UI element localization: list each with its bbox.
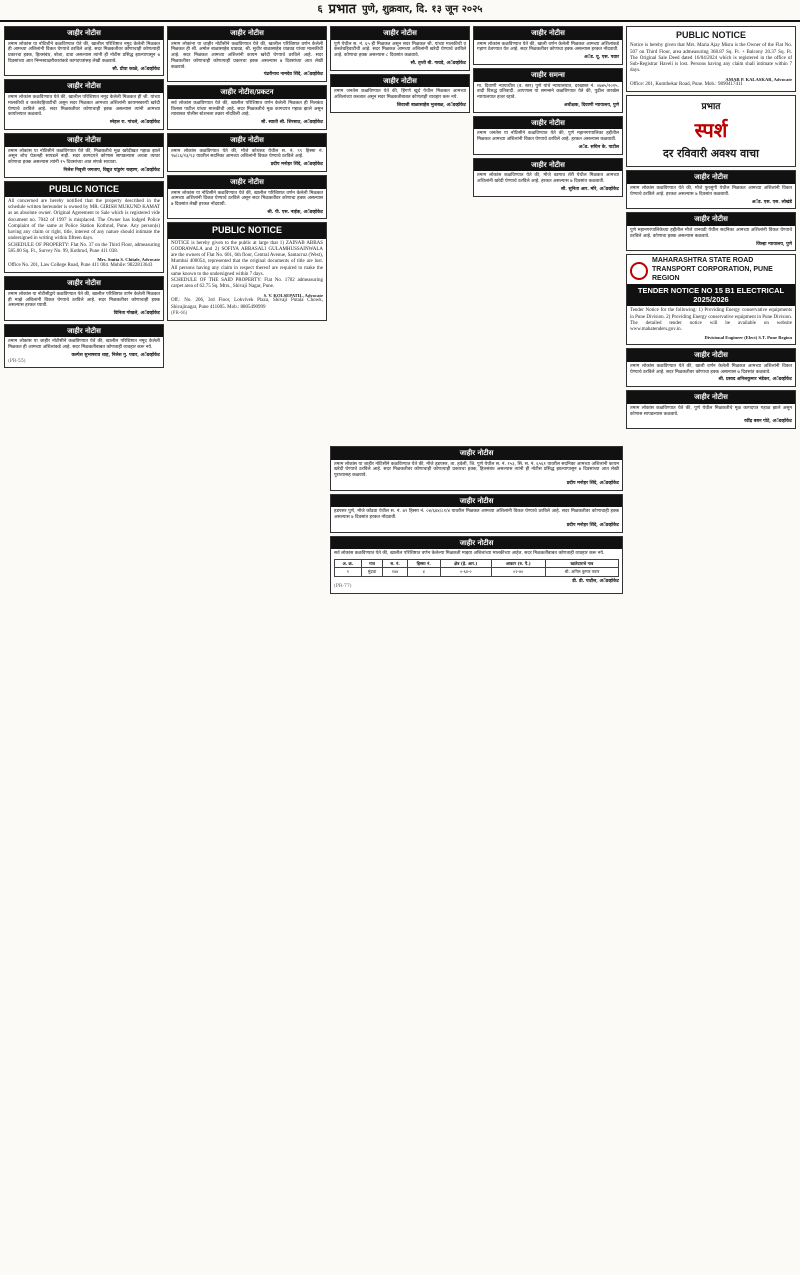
column-1 <box>4 26 164 1271</box>
table-header: आकार (रु. पै.) <box>491 560 545 568</box>
notice-title: जाहीर नोटीस <box>168 27 326 40</box>
notice <box>4 26 164 76</box>
sparsh-promo <box>626 95 796 167</box>
notice-body: तमाम लोकांस या नोटिसीने कळविण्यात येते की, मिळकतीचे मूळ खरेदीखत गहाळ झाले असून शोध घेऊनही सापडले नाही. सदर कागदपत्रे कोणास सापडल्यास अथवा त्यावर कोणाचा हक्क असल्यास त्यांनी १५ दिवसांच्या आत संपर्क साधावा. <box>8 148 160 166</box>
notice-signature: Mrs. Smita S. Chitale, Advocate <box>97 257 160 263</box>
notice-title: जाहीर नोटीस <box>5 325 163 338</box>
notice-signature: सौ. तृप्ती बी. गावडे, अॅडव्होकेट <box>410 60 466 66</box>
notice-signature: अॅड. सचिन के. पाटील <box>578 144 619 150</box>
notice <box>626 170 796 209</box>
notice-signature: S. V. KOLSEPATIL, Advocate <box>263 292 323 298</box>
notice <box>167 175 327 220</box>
msrtc-header <box>630 257 792 283</box>
notice-signature: प्रदीप मनोहर शिंदे, अॅडव्होकेट <box>566 522 619 528</box>
notice-body: पुणे येथील स. नं. ६५ ही मिळकत असून सदर मिळकत श्री. यांच्या मालकीची व कब्जेवहिवाटीची आहे. सदर मिळकत आमच्या अशिलांनी खरेदी घेण्याचे ठरविले आहे. कोणाचा हक्क असल्यास ८ दिवसांत कळवावे. <box>334 41 466 59</box>
notice-address: Office: 201, Kumthekar Road, Pune. Mob.: 9890417411 <box>630 82 743 88</box>
promo-title: स्पर्श <box>694 117 728 142</box>
notice-title: PUBLIC NOTICE <box>5 182 163 197</box>
organization-name: MAHARASHTRA STATE ROAD TRANSPORT CORPORATION, PUNE REGION <box>652 257 773 282</box>
notice-body: तमाम लोकांस कळविण्यात येते की, मौजे फुरसुंगी येथील मिळकत आमच्या अशिलांनी विकत घेण्याचे ठरविले आहे. हरकत असल्यास ७ दिवसांत कळवावी. <box>630 186 792 197</box>
public-notice <box>626 26 796 92</box>
notice-signature: निलेश निवृत्ती जगताप, विद्युत पांडुरंग चव्हाण, अॅडव्होकेट <box>63 167 160 173</box>
notice-body: तमाम लोकांस कळविण्यात येते की, पुणे येथील मिळकतीचे मूळ कागदपत्र गहाळ झाले असून कोणास सापडल्यास कळवावे. <box>630 405 792 417</box>
notice <box>167 85 327 130</box>
notice-body: तमाम लोकांस या नोटीसीद्वारे कळविण्यात येते की, खालील परिशिष्टात वर्णन केलेली मिळकत ही माझे अशिलांनी विकत घेण्याचे ठरविले आहे. सदर मिळकतीवर कोणाचाही हक्क असल्यास हरकत घ्यावी. <box>8 291 160 309</box>
notice <box>4 133 164 178</box>
table-header: स. नं. <box>383 560 407 568</box>
notice-body: तमाम लोकांस कळविण्यात येते की, मौजे कोथरुड येथील स. नं. ९९ हिस्सा नं. ९७/८६/२३/९३ यावरील सदनिका आमच्या अशिलांनी विकत घेण्याचे ठरविले आहे. <box>171 148 323 160</box>
notice-title: PUBLIC NOTICE <box>168 223 326 238</box>
newspaper-brand: प्रभात <box>328 1 356 17</box>
notice <box>330 74 470 113</box>
notice-body: तमाम लोकांस कळविण्यात येते की, खाली वर्णन केलेली मिळकत आमच्या अशिलांनी विकत घेण्याचे ठरविले आहे. सदर मिळकतीवर कोणाचा हक्क असल्यास ७ दिवसांत कळवावे. <box>630 363 792 375</box>
notice-title: जाहीर नोटीस/प्रकटन <box>168 86 326 99</box>
notice <box>330 446 623 491</box>
notice-signature: पंढरीनाथ नामदेव शिंदे, अॅडव्होकेट <box>263 72 323 78</box>
tender-body: Tender Notice for the following: 1) Providing Energy conservative equipments in Pune Division. 2) Providing Energy conservative equipment in Pune Division. The detailed tender notice will be available on website www.mahatenders.gov.in. <box>630 308 792 333</box>
table-header-row <box>335 560 619 568</box>
notice-signature: सौ. सुनिता आर. मोरे, अॅडव्होकेट <box>560 186 619 192</box>
notice-title: जाहीर नोटीस <box>627 349 795 362</box>
notice-title: जाहीर नोटीस <box>331 537 622 550</box>
promo-tagline: दर रविवारी अवश्य वाचा <box>663 146 759 160</box>
notice-body: तमाम लोकांस या नोटिसीने कळविण्यात येते की, खालील परिशिष्टात वर्णन केलेली मिळकत आमच्या अशिलांनी विकत घेण्याचे ठरविले असून सदर मिळकतीवर कोणाचा हक्क असल्यास ७ दिवसांत लेखी हरकत नोंदवावी. <box>171 190 323 208</box>
notice-body: NOTICE is hereby given to the public at large that 1) ZAINAB ABBAS GODRAWALA and 2) SOFIYA ABBASALI GULAMHUSSAINWALA are the owners of Flat No. 601, 6th floor, Central Avenue, Santacruz (West), Mumbai 400054, represented that the original documents of title are lost. All persons having any claim in respect thereof are required to make the same known to the undersigned within 7 days. <box>171 240 323 277</box>
notice-signature: AMAR P. KALASKAR, Advocate <box>725 76 792 82</box>
notice-title: जाहीर नोटीस <box>5 27 163 40</box>
notice-body: All concerned are hereby notified that the property described in the schedule written hereunder is owned by MR. GIRISH MUKUND KAMAT as an absolute owner. Original Agreement to Sale which is registered vide document no. 7042 of 1997 is misplaced. The Owner has lodged Police Complaint of the same at Police Station Kothrud, Pune. Any person(s) having any claim or right, title, interest of any nature should intimate the undersigned in writing within fifteen days. <box>8 198 160 242</box>
notice-signature: श्री. प्रसाद अनिलकुमार भंडेकर, अॅडव्होकेट <box>718 377 792 383</box>
notice-signature: जिल्हा न्यायालय, पुणे <box>756 241 792 247</box>
notice-body: तमाम लोकांस या जाहीर नोटीसीने कळविण्यात येते की, खालील परिशिष्टात नमूद केलेली मिळकत ही आमच्या अशिलांकडे आहे. सदर मिळकतीबाबत कोणताही व्यवहार करू नये. <box>8 339 160 351</box>
notice-body: तमाम लोकांस कळविण्यात येते की, खाली वर्णन केलेली मिळकत आमच्या अशिलांकडे गहाण ठेवण्यात येत आहे. सदर मिळकतीवर कोणाचा हक्क असल्यास हरकत नोंदवावी. <box>477 41 619 53</box>
notice-signature: अॅड. यू. एस. पवार <box>584 55 619 61</box>
summons <box>473 68 623 113</box>
dateline: पुणे, शुक्रवार, दि. १३ जून २०२५ <box>362 3 483 15</box>
notice-title: जाहीर नोटीस <box>5 80 163 93</box>
table-cell: ०-६४-० <box>440 568 491 576</box>
notice-title: जाहीर नोटीस <box>627 391 795 404</box>
page-number: ६ <box>317 3 323 15</box>
notice-body: तमाम लोकांना या जाहीर नोटीसीने कळविण्यात येते की, खालील परिशिष्टात वर्णन केलेली मिळकत ही श्री. अमोल बाळासाहेब धाडवड, श्री. सुधीर बाळासाहेब धाडवड यांच्या मालकीची आहे. सदर मिळकत आमच्या अशिलांनी कायम खरेदी घेण्याचे ठरविले आहे. सदर मिळकतीवर कोणाचाही कोणत्याही प्रकारचा हक्क असल्यास ७ दिवसांच्या आत लेखी कळवावे. <box>171 41 323 70</box>
notice <box>626 212 796 251</box>
notice-signature: सौ. स्वाती श्री. शिरसाठ, अॅडव्होकेट <box>261 120 323 126</box>
tender-notice <box>626 254 796 345</box>
ref-code: (PR-77) <box>334 584 352 590</box>
notice-signature: विनिता गोखले, अॅडव्होकेट <box>113 310 160 316</box>
notice-signature: अधीक्षक, दिवाणी न्यायालय, पुणे <box>563 102 619 108</box>
notice-title: जाहीर नोटीस <box>331 27 469 40</box>
notice-title: जाहीर नोटीस <box>474 117 622 130</box>
notice <box>330 26 470 71</box>
table-header: खातेदाराचे नाव <box>545 560 618 568</box>
table-cell: श्री. अनिल कुमार पवार <box>545 568 618 576</box>
notice-title: जाहीर नोटीस <box>474 27 622 40</box>
table-cell: ०२-४० <box>491 568 545 576</box>
notice-title: जाहीर नोटीस <box>474 159 622 172</box>
promo-brand: प्रभात <box>701 102 721 113</box>
notice-body: हडपसर पुणे, मौजे कोंढवा येथील स. नं. ७९ हिस्सा नं. ०४/६४४/८१/४ यावरील मिळकत आमच्या अशिलांनी विकत घेण्याचे ठरविले आहे. सदर मिळकतीवर कोणाचाही हक्क असल्यास ७ दिवसांत हरकत नोंदवावी. <box>334 509 619 521</box>
notice-address: Off.: No. 206, 3rd Floor, Lokvivek Plaza, Shivaji Putala Chowk, Shivajinagar, Pune 411005. Mob.: 8805490999 <box>171 298 323 310</box>
notice-signature: सौ. प्रीया काळे, अॅडव्होकेट <box>112 66 160 72</box>
notice-body: तमाम लोकांस या नोटिशीने कळविण्यात येते की, खालील परिशिष्टात नमूद केलेली मिळकत ही आमच्या अशिलांनी विकत घेण्याचे ठरविले आहे. सदर मिळकतीवर कोणाचाही कोणत्याही प्रकारचा हक्क, हितसंबंध, बोजा, दावा असल्यास त्यांनी ही नोटीस प्रसिद्ध झाल्यापासून ७ दिवसांच्या आत निम्नस्वाक्षरीकारांकडे कागदपत्रांसह लेखी कळवावे. <box>8 41 160 64</box>
table-row <box>335 568 619 576</box>
land-table <box>334 559 619 577</box>
notice-body: तमाम जनतेस कळविण्यात येते की, हिंगणे खुर्द येथील मिळकत आमच्या अशिलांच्या कब्जात असून सदर मिळकतीबाबत कोणताही व्यवहार करू नये. <box>334 89 466 101</box>
notice <box>4 79 164 129</box>
notice-signature: श्री. पी. एस. नाईक, अॅडव्होकेट <box>267 209 323 215</box>
notice-title: जाहीर नोटीस <box>5 277 163 290</box>
table-header: अ. क्र. <box>335 560 362 568</box>
ref-code: (PR-55) <box>8 358 26 364</box>
notice-title: जाहीर नोटीस <box>331 447 622 460</box>
notice-signature: डी. डी. पाटील, अॅडव्होकेट <box>572 578 619 584</box>
notice-title: जाहीर नोटीस <box>168 176 326 189</box>
notice <box>167 133 327 172</box>
notice-title: जाहीर नोटीस <box>331 495 622 508</box>
notice-signature: अॅड. एस. एस. लोखंडे <box>751 199 792 205</box>
notice-title: जाहीर नोटीस <box>627 213 795 226</box>
notice <box>473 158 623 197</box>
notice-schedule: SCHEDULE OF THE SAID PROPERTY: Flat No. 1702 admeasuring carpet area of 62.75 Sq. Mtrs., Shivaji Nagar, Pune. <box>171 278 323 290</box>
public-notice <box>4 181 164 273</box>
notice-body: मा. दिवाणी न्यायाधीश (व. स्तर) पुणे यांचे न्यायालयात, दरखास्त नं. ०७४५/२०२५. वादी विरुद्ध प्रतिवादी. आपणास या समन्सने कळविण्यात येते की, पुढील तारखेस न्यायालयात हजर रहावे. <box>477 83 619 101</box>
notice-title: जाहीर नोटीस <box>627 171 795 184</box>
notice-body: पुणे महानगरपालिकेच्या हद्दीतील मौजे वानवडी येथील सदनिका आमच्या अशिलांनी विकत घेण्याचे ठरविले आहे. कोणाचा हक्क असल्यास कळवावे. <box>630 228 792 239</box>
notice <box>626 348 796 387</box>
notice-title: जाहीर नोटीस <box>5 134 163 147</box>
table-header: गाव <box>361 560 383 568</box>
notice-body: तमाम लोकांस या जाहीर नोटिसीने कळविण्यात येते की, मौजे हडपसर, ता. हवेली, जि. पुणे येथील स. नं. १५३, सि. स. नं. ६५६१ यावरील सदनिका आमच्या अशिलांनी कायम खरेदी घेण्याचे ठरविले आहे. सदर मिळकतीवर कोणाचाही कोणत्याही प्रकारचा हक्क, हितसंबंध असल्यास त्यांनी ही नोटीस प्रसिद्ध झाल्यापासून ७ दिवसांच्या आत लेखी पुराव्यासह कळवावे. <box>334 461 619 479</box>
notice-title: जाहीर नोटीस <box>168 134 326 147</box>
notice-body: सर्व लोकांस कळविण्यात येते की, खालील परिशिष्टात वर्णन केलेल्या मिळकती माझ्या अशिलांच्या मालकीच्या आहेत. सदर मिळकतींबाबत कोणताही व्यवहार करू नये. <box>334 551 605 557</box>
notice <box>473 116 623 155</box>
column-2 <box>167 26 327 1271</box>
notice-body: सर्व लोकांस कळविण्यात येते की, खालील परिशिष्टात वर्णन केलेली मिळकत ही निलकंठ विलास पाटील यांच्या मालकीची आहे. सदर मिळकतीचे मूळ कागदपत्र गहाळ झाले असून त्याबाबत पोलीस स्टेशनला तक्रार नोंदविली आहे. <box>171 100 323 118</box>
table-cell: १४४ <box>383 568 407 576</box>
notice-signature: स्नेहल रा. गांधले, अॅडव्होकेट <box>109 120 160 126</box>
table-header: हिस्सा नं. <box>407 560 440 568</box>
msrtc-logo-icon <box>630 262 648 280</box>
notice-body: तमाम लोकांस कळविण्यात येते की, मौजे वडगाव शेरी येथील मिळकत आमच्या अशिलांनी खरेदी घेण्याचे ठरविले आहे. हरकत असल्यास ७ दिवसांत कळवावी. <box>477 173 619 185</box>
column-5 <box>626 26 796 1271</box>
notice-address: Office No. 201, Law College Road, Pune 411 004. Mobile: 9822813643 <box>8 262 153 268</box>
notice-body: तमाम लोकांस कळविण्यात येते की, खालील परिशिष्टात नमूद केलेली मिळकत ही श्री. यांच्या मालकीची व कब्जेवहिवाटीची असून सदर मिळकत आमच्या अशिलांनी कायमस्वरुपी खरेदी घेण्याचे ठरविले आहे. सदर मिळकतीवर कोणाचाही हक्क असल्यास त्यांनी आमच्या कार्यालयात कळवावे. <box>8 95 160 118</box>
masthead <box>0 0 800 22</box>
notice-title: PUBLIC NOTICE <box>675 30 746 40</box>
notice-schedule: SCHEDULE OF PROPERTY: Flat No. 37 on the Third Floor, admeasuring 585.00 Sq. Ft., Survey No. 99, Kothrud, Pune 411 038. <box>8 242 160 254</box>
notice-title: जाहीर नोटीस <box>331 75 469 88</box>
notice <box>330 536 623 594</box>
notice-title: जाहीर समन्स <box>474 69 622 82</box>
notice-signature: प्रदीप मनोहर शिंदे, अॅडव्होकेट <box>270 162 323 168</box>
public-notice <box>167 222 327 321</box>
notice-signature: कल्पेश सुभाषराव शाह, निलेश गु. पवार, अॅडव्होकेट <box>71 352 160 358</box>
tender-heading: TENDER NOTICE NO 15 B1 ELECTRICAL 2025/2026 <box>627 284 795 307</box>
notice <box>4 276 164 321</box>
tender-signature: Divisional Engineer (Elect) S.T. Pune Region <box>704 335 792 341</box>
notice-signature: प्रदीप मनोहर शिंदे, अॅडव्होकेट <box>566 480 619 486</box>
table-cell: मुंढवा <box>361 568 383 576</box>
notice-signature: रवींद्र बबन पोटे, अॅडव्होकेट <box>744 419 792 425</box>
ref-code: (PR-66) <box>171 310 188 316</box>
notice-body: Notice is hereby given that Mrs. Maria Ajay Misra is the Owner of the Flat No. 507 on Third Floor, area admeasuring 368.87 Sq. Ft. + Balcony 20.37 Sq. Ft. The Original Sale Deed dated 16/04/2024 which is registered in the office of Sub-Registrar Haveli is lost. Persons having any claim shall intimate within 7 days. <box>630 43 792 74</box>
notice <box>4 324 164 369</box>
newspaper-page <box>4 26 796 1271</box>
table-cell: १ <box>335 568 362 576</box>
notice-signature: शिवाजी बाळासाहेब भुजबळ, अॅडव्होकेट <box>396 102 466 108</box>
table-header: क्षेत्र (हे. आर.) <box>440 560 491 568</box>
wide-notices <box>330 446 623 1271</box>
notice-body: तमाम जनतेस या नोटिसीने कळविण्यात येते की, पुणे महानगरपालिका हद्दीतील मिळकत आमच्या अशिलांनी विकत घेण्याचे ठरविले आहे. हरकत असल्यास कळवावी. <box>477 131 619 143</box>
notice <box>473 26 623 65</box>
notice <box>167 26 327 82</box>
table-cell: ४ <box>407 568 440 576</box>
notice <box>330 494 623 533</box>
notice <box>626 390 796 429</box>
